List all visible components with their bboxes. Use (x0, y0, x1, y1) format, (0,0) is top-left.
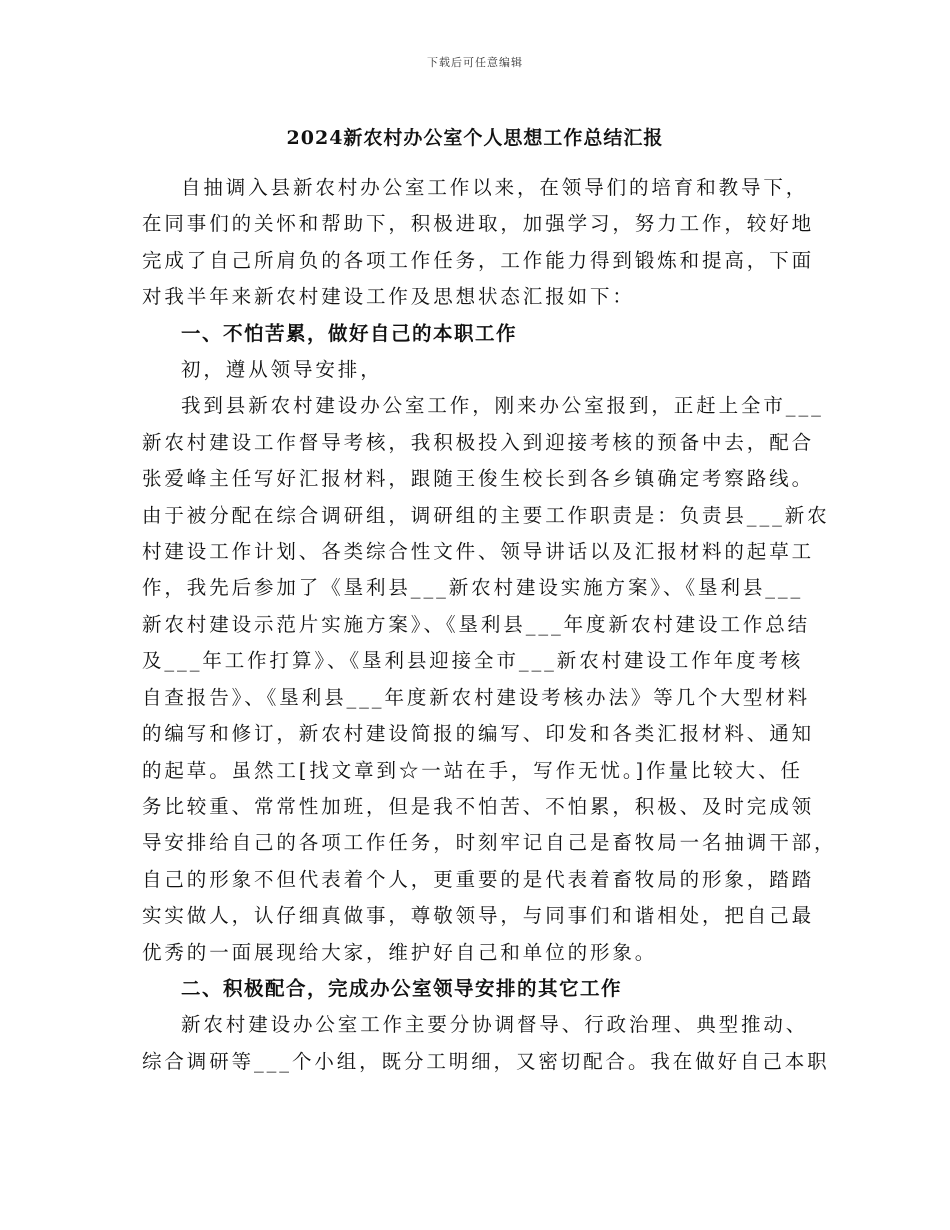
text-line: 的起草。虽然工[找文章到☆一站在手，写作无忧。]作量比较大、任 (142, 758, 803, 782)
section-heading-1: 一、不怕苦累，做好自己的本职工作 (181, 321, 518, 345)
text-line: 优秀的一面展现给大家，维护好自己和单位的形象。 (142, 940, 658, 964)
text-line: 的编写和修订，新农村建设简报的编写、印发和各类汇报材料、通知 (142, 722, 815, 746)
text-line: 我到县新农村建设办公室工作，刚来办公室报到，正赶上全市___ (181, 394, 824, 418)
text-line: 务比较重、常常性加班，但是我不怕苦、不怕累，积极、及时完成领 (142, 794, 815, 818)
text-line: 对我半年来新农村建设工作及思想状态汇报如下： (142, 285, 635, 309)
text-line: 导安排给自己的各项工作任务，时刻牢记自己是畜牧局一名抽调干部， (142, 831, 837, 855)
text-line: 作，我先后参加了《垦利县___新农村建设实施方案》、《垦利县___ (142, 576, 804, 600)
text-line: 及___年工作打算》、《垦利县迎接全市___新农村建设工作年度考核 (142, 649, 804, 673)
text-line: 新农村建设工作督导考核，我积极投入到迎接考核的预备中去，配合 (142, 430, 815, 454)
document-body (142, 170, 837, 1080)
text-line: 自己的形象不但代表着个人，更重要的是代表着畜牧局的形象，踏踏 (142, 867, 815, 891)
paragraph-short: 初，遵从领导安排， (181, 358, 383, 382)
text-line: 在同事们的关怀和帮助下，积极进取，加强学习，努力工作，较好地 (142, 212, 815, 236)
header-note: 下载后可任意编辑 (427, 56, 523, 69)
text-line: 完成了自己所肩负的各项工作任务，工作能力得到锻炼和提高，下面 (142, 248, 815, 272)
paragraph-intro (142, 170, 815, 316)
text-line: 张爱峰主任写好汇报材料，跟随王俊生校长到各乡镇确定考察路线。 (142, 467, 815, 491)
paragraph-work-details (142, 388, 837, 971)
text-line: 综合调研等___个小组，既分工明细，又密切配合。我在做好自己本职 (142, 1049, 830, 1073)
text-line: 自查报告》、《垦利县___年度新农村建设考核办法》等几个大型材料 (142, 685, 811, 709)
text-line: 自抽调入县新农村办公室工作以来，在领导们的培育和教导下， (181, 176, 809, 199)
text-line: 由于被分配在综合调研组，调研组的主要工作职责是：负责县___新农 (142, 503, 830, 527)
text-line: 实实做人，认仔细真做事，尊敬领导，与同事们和谐相处，把自己最 (142, 904, 815, 928)
section-heading-2: 二、积极配合，完成办公室领导安排的其它工作 (181, 976, 623, 1000)
text-line: 新农村建设示范片实施方案》、《垦利县___年度新农村建设工作总结 (142, 612, 811, 636)
document-title: 2024新农村办公室个人思想工作总结汇报 (286, 127, 664, 149)
paragraph-team-work (142, 1007, 830, 1080)
text-line: 村建设工作计划、各类综合性文件、领导讲话以及汇报材料的起草工 (142, 540, 815, 564)
text-line: 新农村建设办公室工作主要分协调督导、行政治理、典型推动、 (181, 1013, 809, 1037)
